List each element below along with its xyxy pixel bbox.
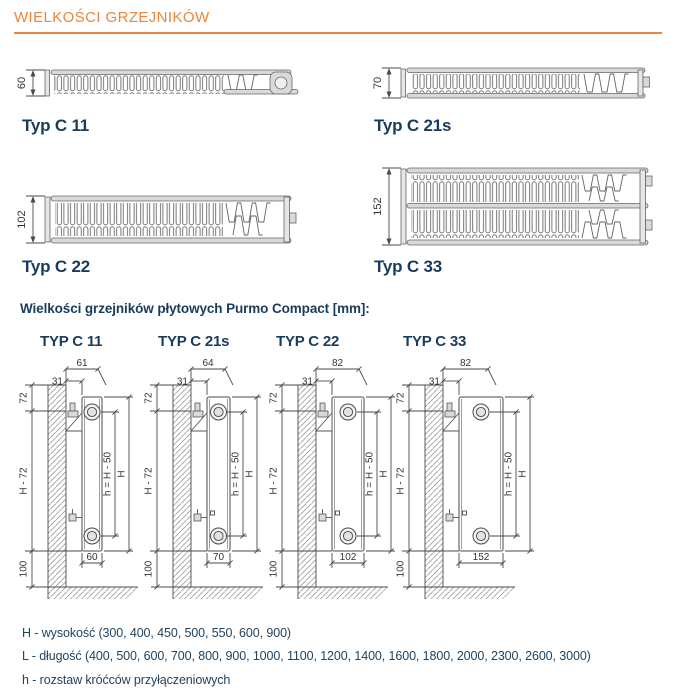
end-plate (401, 69, 406, 97)
bottom-bracket (69, 509, 82, 521)
dim-wall-span: H - 72 (395, 467, 407, 495)
dim-radiator-depth: 70 (212, 552, 225, 563)
panel-channel (51, 196, 291, 201)
dim-connection-spacing: h = H - 50 (364, 451, 376, 497)
panel-channel (407, 204, 648, 209)
wall-hatch (425, 385, 443, 599)
connection-stub (290, 213, 297, 223)
dim-wall-offset: 31 (51, 376, 63, 388)
bottom-bracket (319, 509, 332, 521)
cross-section-label: Typ C 33 (374, 257, 442, 276)
dim-wall-offset: 31 (176, 376, 188, 388)
cross-section-label: Typ C 11 (22, 116, 90, 135)
dim-height: H (244, 470, 256, 478)
panel-channel (407, 94, 645, 99)
mounting-bracket (316, 403, 332, 431)
dim-wall-offset: 31 (428, 376, 440, 388)
end-plate (401, 169, 406, 244)
wall-hatch (298, 385, 316, 599)
cross-section-typ-c11 (10, 58, 310, 116)
dim-cross-height: 152 (372, 197, 384, 216)
floor-hatch (191, 587, 263, 599)
vent-plug (211, 511, 215, 515)
dim-floor-margin: 100 (143, 560, 155, 578)
vent-plug (463, 511, 467, 515)
connection-stub (646, 176, 653, 186)
section-heading: Wielkości grzejników płytowych Purmo Compact [mm]: (20, 301, 370, 316)
mounting-bracket (191, 403, 207, 431)
dim-radiator-depth: 152 (472, 552, 490, 563)
panel-channel (407, 240, 648, 245)
side-view-header: TYP C 11 (40, 333, 103, 350)
dim-floor-margin: 100 (395, 560, 407, 578)
mounting-bracket (66, 403, 82, 431)
dim-top-margin: 72 (143, 392, 155, 404)
end-plate (638, 70, 643, 96)
cross-section-drawing (10, 164, 310, 260)
cross-section-drawing (10, 58, 310, 116)
floor-hatch (316, 587, 388, 599)
title-divider (14, 32, 662, 34)
panel-channel (51, 70, 291, 75)
panel-channel (51, 238, 291, 243)
cross-section-typ-c33 (366, 156, 666, 256)
legend-item-height: H - wysokość (300, 400, 450, 500, 550, 600, 900) (22, 626, 291, 640)
page-title: WIELKOŚCI GRZEJNIKÓW (14, 9, 210, 26)
legend (22, 622, 591, 691)
convector-fins (411, 175, 579, 202)
dim-floor-margin: 100 (18, 560, 30, 578)
dim-cross-height: 102 (16, 210, 28, 229)
end-plate (45, 70, 50, 96)
convector-fins (55, 203, 223, 236)
dim-height: H (517, 470, 529, 478)
side-view-typ-c33 (389, 355, 549, 613)
convector-fins (54, 75, 224, 94)
dim-cross-height: 60 (16, 76, 28, 90)
dim-radiator-depth: 102 (339, 552, 357, 563)
end-plate (284, 197, 290, 242)
end-plate (45, 197, 50, 242)
dim-total-depth: 82 (331, 358, 344, 369)
legend-item-spacing: h - rozstaw króćców przyłączeniowych (22, 672, 231, 687)
vent-plug (336, 511, 340, 515)
end-plate (640, 170, 646, 243)
mounting-bracket (443, 403, 459, 431)
dim-radiator-depth: 60 (86, 552, 98, 563)
floor-hatch (66, 587, 138, 599)
dim-total-depth: 61 (76, 358, 88, 369)
dim-total-depth: 64 (202, 358, 214, 369)
convector-fins (412, 74, 580, 93)
convector-fins (411, 210, 579, 238)
dim-floor-margin: 100 (268, 560, 280, 578)
cross-section-label: Typ C 22 (22, 257, 90, 276)
dim-height: H (378, 470, 390, 478)
side-view-header: TYP C 33 (403, 333, 467, 350)
dim-connection-spacing: h = H - 50 (503, 451, 515, 497)
connection-stub (646, 220, 653, 230)
dim-wall-span: H - 72 (143, 467, 155, 495)
floor-hatch (443, 587, 515, 599)
dim-connection-spacing: h = H - 50 (230, 451, 242, 497)
connection-stub (643, 77, 650, 87)
dim-height: H (116, 470, 128, 478)
dim-wall-span: H - 72 (18, 467, 30, 495)
wall-hatch (173, 385, 191, 599)
panel-channel (407, 68, 645, 73)
dim-top-margin: 72 (395, 392, 407, 404)
dim-connection-spacing: h = H - 50 (102, 451, 114, 497)
bottom-bracket (446, 509, 459, 521)
side-view-header: TYP C 21s (158, 333, 230, 350)
panel-channel (407, 168, 648, 173)
dim-total-depth: 82 (459, 358, 472, 369)
bottom-bracket (194, 509, 207, 521)
dim-top-margin: 72 (18, 392, 30, 404)
cross-section-typ-c21s (366, 56, 666, 120)
cross-section-drawing (366, 156, 666, 256)
dim-top-margin: 72 (268, 392, 280, 404)
dim-wall-offset: 31 (301, 376, 313, 388)
cross-section-label: Typ C 21s (374, 116, 452, 135)
cross-section-drawing (366, 56, 666, 120)
legend-item-length: L - długość (400, 500, 600, 700, 800, 900, 1000, 1100, 1200, 1400, 1600, 1800, 2000, 2300, 2600, 3000) (22, 649, 591, 664)
cross-section-typ-c22 (10, 164, 310, 260)
dim-wall-span: H - 72 (268, 467, 280, 495)
side-view-diagram (389, 355, 549, 613)
side-view-header: TYP C 22 (276, 333, 340, 350)
dim-cross-height: 70 (372, 76, 384, 90)
wall-hatch (48, 385, 66, 599)
